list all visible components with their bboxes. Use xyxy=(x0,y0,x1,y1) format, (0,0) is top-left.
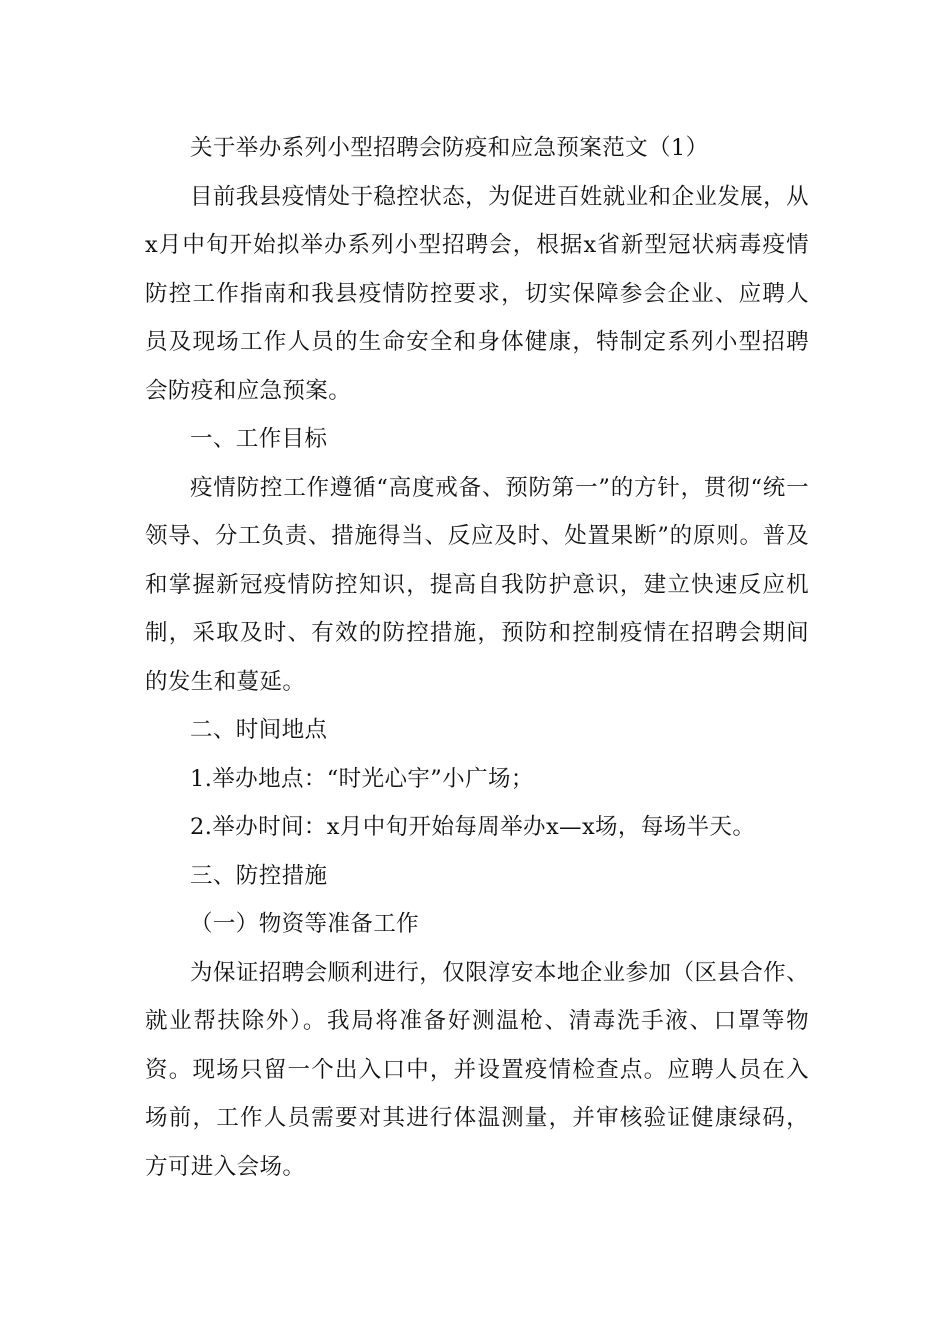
section-heading-time-place: 二、时间地点 xyxy=(190,717,328,743)
section-heading-goal: 一、工作目标 xyxy=(190,426,328,452)
paragraph-preparation: 为保证招聘会顺利进行，仅限淳安本地企业参加（区县合作、就业帮扶除外）。我局将准备好测温枪、清毒洗手液、口罩等物资。现场只留一个出入口中，并设置疫情检查点。应聘人员在入场前，工作人员需要对其进行体温测量，并审核验证健康绿码，方可进入会场。 xyxy=(145,959,809,1180)
list-item-place: 1.举办地点：“时光心宇”小广场； xyxy=(190,765,534,792)
list-item-time: 2.举办时间：x月中旬开始每周举办x—x场，每场半天。 xyxy=(190,814,756,840)
paragraph-goal: 疫情防控工作遵循“高度戒备、预防第一”的方针，贯彻“统一领导、分工负责、措施得当、反应及时、处置果断”的原则。普及和掌握新冠疫情防控知识，提高自我防护意识，建立快速反应机制，采取及时、有效的防控措施，预防和控制疫情在招聘会期间的发生和蔓延。 xyxy=(145,474,809,695)
section-heading-measures: 三、防控措施 xyxy=(190,862,328,889)
document-page xyxy=(145,124,809,1191)
paragraph-intro: 目前我县疫情处于稳控状态，为促进百姓就业和企业发展，从x月中旬开始拟举办系列小型招聘会，根据x省新型冠状病毒疫情防控工作指南和我县疫情防控要求，切实保障参会企业、应聘人员及现场工作人员的生命安全和身体健康，特制定系列小型招聘会防疫和应急预案。 xyxy=(145,183,809,404)
subsection-heading-preparation: （一）物资等准备工作 xyxy=(190,911,420,937)
document-title: 关于举办系列小型招聘会防疫和应急预案范文（1） xyxy=(190,135,709,161)
